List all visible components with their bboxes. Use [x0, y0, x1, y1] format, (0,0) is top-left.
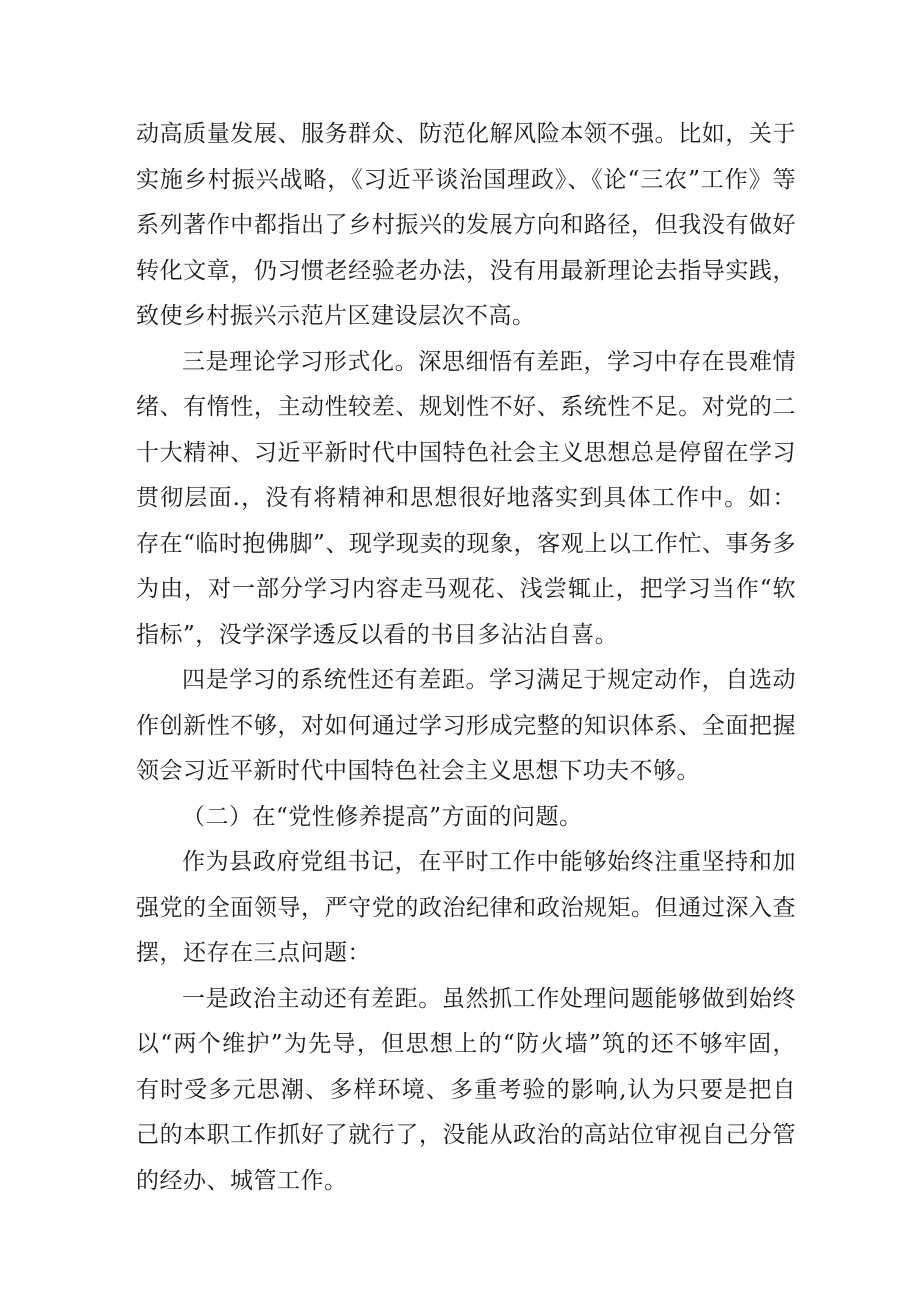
document-body	[136, 112, 796, 1204]
section-heading-two: （二）在“党性修养提高”方面的问题。	[182, 803, 583, 830]
paragraph-continuation: 动高质量发展、服务群众、防范化解风险本领不强。比如，关于实施乡村振兴战略，《习近平谈治国理政》、《论“三农”工作》等系列著作中都指出了乡村振兴的发展方向和路径，但我没有做好转化文章，仍习惯老经验老办法，没有用最新理论去指导实践，致使乡村振兴示范片区建设层次不高。	[136, 121, 796, 329]
paragraph-point-one: 一是政治主动还有差距。虽然抓工作处理问题能够做到始终以“两个维护”为先导，但思想上的“防火墙”筑的还不够牢固，有时受多元思潮、多样环境、多重考验的影响,认为只要是把自己的本职工作抓好了就行了，没能从政治的高站位审视自己分管的经办、城管工作。	[136, 985, 796, 1194]
paragraph-intro: 作为县政府党组书记，在平时工作中能够始终注重坚持和加强党的全面领导，严守党的政治纪律和政治规矩。但通过深入查摆，还存在三点问题：	[136, 849, 796, 966]
paragraph-point-four: 四是学习的系统性还有差距。学习满足于规定动作，自选动作创新性不够，对如何通过学习形成完整的知识体系、全面把握领会习近平新时代中国特色社会主义思想下功夫不够。	[136, 667, 796, 784]
paragraph-point-three: 三是理论学习形式化。深思细悟有差距，学习中存在畏难情绪、有惰性，主动性较差、规划性不好、系统性不足。对党的二十大精神、习近平新时代中国特色社会主义思想总是停留在学习贯彻层面.，没有将精神和思想很好地落实到具体工作中。如：存在“临时抱佛脚”、现学现卖的现象，客观上以工作忙、事务多为由，对一部分学习内容走马观花、浅尝辄止，把学习当作“软指标”，没学深学透反以看的书目多沾沾自喜。	[136, 348, 796, 648]
